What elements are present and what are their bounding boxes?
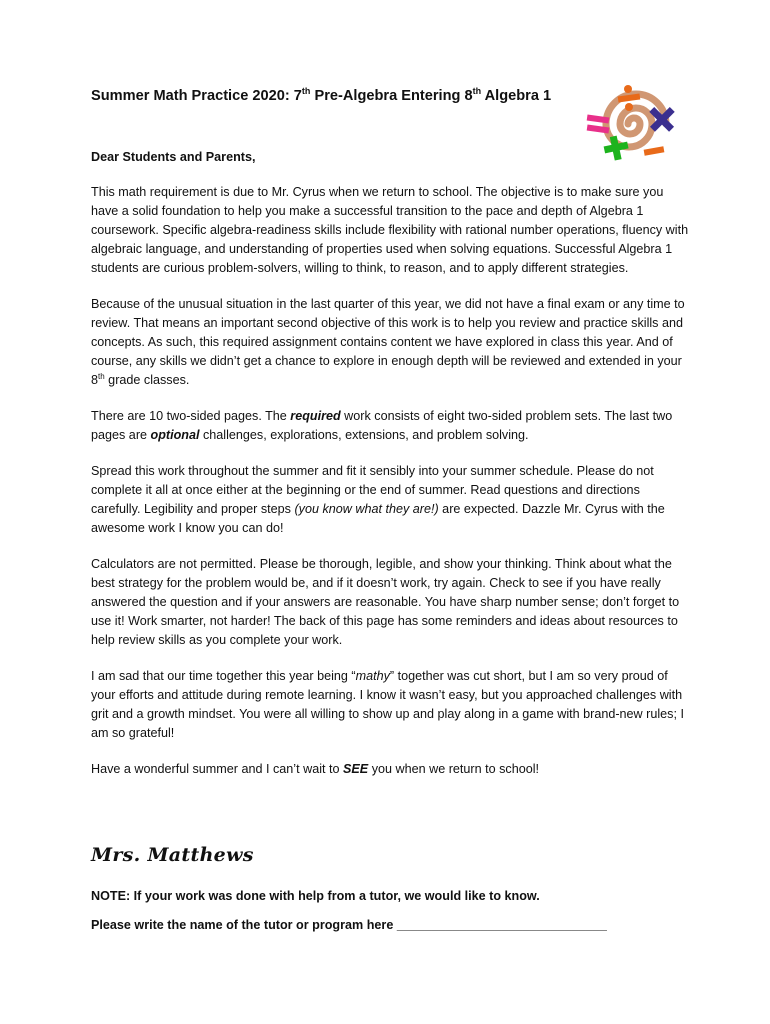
paragraph-text: Have a wonderful summer and I can’t wait to: [91, 762, 343, 776]
letter-body: [91, 183, 691, 796]
salutation: Dear Students and Parents,: [91, 150, 256, 164]
paragraph: [91, 462, 691, 538]
signature: Mrs. Matthews: [91, 844, 254, 866]
tutor-note: NOTE: If your work was done with help from a tutor, we would like to know.: [91, 889, 540, 903]
page-title: [91, 88, 551, 104]
paragraph-text: work consists of eight two-sided problem sets. The last two pages are: [91, 409, 673, 442]
paragraph-text: There are 10 two-sided pages. The: [91, 409, 291, 423]
paragraph: [91, 407, 691, 445]
tutor-name-line: Please write the name of the tutor or program here ______________________________: [91, 918, 607, 932]
paragraph-text: ” together was cut short, but I am so very proud of your efforts and attitude during remote learning. I know it wasn’t easy, but you approached challenges with grit and a growth mindset. You were all willing to show up and play along in a game with brand-new rules; I am so grateful!: [91, 669, 684, 740]
title-text: Summer Math Practice 2020: 7: [91, 88, 302, 104]
title-text: Algebra 1: [481, 88, 552, 104]
paragraph-text: Because of the unusual situation in the last quarter of this year, we did not have a final exam or any time to review. That means an important second objective of this work is to help you review and practice skills and concepts. As such, this required assignment contains content we have explored in class this year. And of course, any skills we didn’t get a chance to explore in enough depth will be reviewed and extended in your 8: [91, 297, 685, 387]
title-text: Pre-Algebra Entering 8: [310, 88, 473, 104]
paragraph: [91, 555, 691, 650]
title-superscript: th: [301, 86, 311, 96]
math-operations-logo-icon: [582, 76, 680, 172]
paragraph: [91, 183, 691, 278]
title-superscript: th: [472, 86, 482, 96]
paragraph-text: I am sad that our time together this year being “: [91, 669, 356, 683]
paragraph-text: Calculators are not permitted. Please be thorough, legible, and show your thinking. Think about what the best strategy for the problem would be, and if it doesn’t work, try again. Check to see if you have really answered the question and if your answers are reasonable. You have sharp number sense; don’t forget to use it! Work smarter, not harder! The back of this page has some reminders and ideas about resources to help review skills as you complete your work.: [91, 557, 680, 647]
paragraph: [91, 295, 691, 390]
paragraph: [91, 667, 691, 743]
superscript: th: [98, 372, 105, 381]
paragraph-text: are expected. Dazzle Mr. Cyrus with the awesome work I know you can do!: [91, 502, 665, 535]
emphasis-italic: mathy: [355, 669, 390, 683]
paragraph-text: This math requirement is due to Mr. Cyrus when we return to school. The objective is to make sure you have a solid foundation to help you make a successful transition to the pace and depth of Algebra 1 coursework. Specific algebra-readiness skills include flexibility with rational number operations, fluency with algebraic language, and understanding of properties used when solving equations. Successful Algebra 1 students are curious problem-solvers, willing to think, to reason, and to apply different strategies.: [91, 185, 689, 275]
emphasis-optional: optional: [150, 428, 200, 442]
emphasis-italic: (you know what they are!): [294, 502, 439, 516]
emphasis-required: required: [290, 409, 341, 423]
emphasis-see: SEE: [343, 762, 369, 776]
paragraph: [91, 760, 691, 779]
paragraph-text: Spread this work throughout the summer and fit it sensibly into your summer schedule. Please do not complete it all at once either at the beginning or the end of summer. Read questions and directions carefully. Legibility and proper steps: [91, 464, 654, 516]
paragraph-text: you when we return to school!: [368, 762, 540, 776]
paragraph-text: challenges, explorations, extensions, and problem solving.: [199, 428, 529, 442]
paragraph-text: grade classes.: [104, 373, 190, 387]
